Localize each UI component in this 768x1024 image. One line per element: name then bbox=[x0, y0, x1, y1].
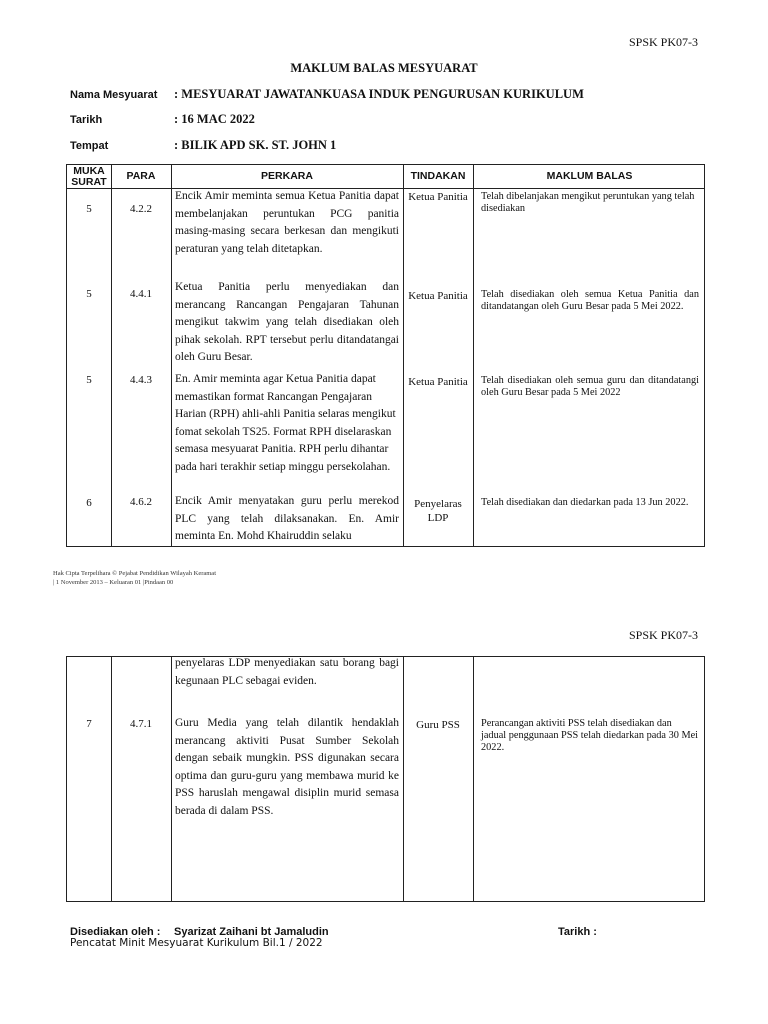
row-maklum-balas: Telah disediakan oleh semua Ketua Panitia dan ditandatangan oleh Guru Besar pada 5 Mei 2022. bbox=[481, 289, 699, 312]
venue-label: Tempat bbox=[70, 140, 109, 152]
header-para: PARA bbox=[126, 170, 156, 182]
document-code: SPSK PK07-3 bbox=[628, 35, 698, 49]
row-para: 4.2.2 bbox=[130, 203, 152, 215]
prepared-by-name: Syarizat Zaihani bt Jamaludin bbox=[174, 926, 329, 938]
row-tindakan: Guru PSS bbox=[416, 719, 460, 731]
prepared-by-role: Pencatat Minit Mesyuarat Kurikulum Bil.1 / 2022 bbox=[70, 937, 323, 949]
signoff-date-label: Tarikh : bbox=[558, 926, 597, 938]
meeting-name-label: Nama Mesyuarat bbox=[70, 89, 158, 101]
feedback-table bbox=[66, 164, 705, 547]
row-tindakan: Ketua Panitia bbox=[408, 290, 468, 302]
row-muka-surat: 5 bbox=[86, 374, 92, 386]
row-maklum-balas: Telah disediakan oleh semua guru dan ditandatangi oleh Guru Besar pada 5 Mei 2022 bbox=[481, 375, 699, 398]
row-tindakan: Penyelaras LDP bbox=[414, 498, 462, 524]
row-maklum-balas: Perancangan aktiviti PSS telah disediakan dan jadual penggunaan PSS telah diedarkan pada 30 Mei 2022. bbox=[481, 718, 699, 753]
date-label: Tarikh bbox=[70, 114, 103, 126]
row-perkara: Encik Amir meminta semua Ketua Panitia dapat membelanjakan peruntukan PCG panitia masing-masing secara berkesan dan mengikuti peraturan yang telah ditetapkan. bbox=[175, 190, 399, 255]
row-muka-surat: 5 bbox=[86, 288, 92, 300]
row-perkara: Encik Amir menyatakan guru perlu merekod PLC yang telah dilaksanakan. En. Amir meminta En. Mohd Khairuddin selaku bbox=[175, 495, 399, 542]
row-para: 4.7.1 bbox=[130, 718, 152, 730]
row-perkara: En. Amir meminta agar Ketua Panitia dapat memastikan format Rancangan Pengajaran Harian (RPH) ahli-ahli Panitia selaras mengikut fomat sekolah TS25. Format RPH diselaraskan semasa mesyuarat Panitia. RPH perlu dihantar pada hari terakhir setiap minggu persekolahan. bbox=[175, 373, 396, 473]
row-para: 4.6.2 bbox=[130, 496, 152, 508]
document-code: SPSK PK07-3 bbox=[628, 628, 698, 642]
header-muka-surat: MUKA SURAT bbox=[71, 165, 107, 188]
row-para: 4.4.1 bbox=[130, 288, 152, 300]
feedback-table-continued bbox=[66, 656, 705, 902]
revision-note: | 1 November 2013 – Keluaran 01 |Pindaan 00 bbox=[53, 579, 174, 586]
row-muka-surat: 7 bbox=[86, 718, 92, 730]
row-perkara: Guru Media yang telah dilantik hendaklah merancang aktiviti Pusat Sumber Sekolah dengan sebaik mungkin. PSS digunakan secara optima dan guru-guru yang membawa murid ke PSS haruslah mengawal disiplin murid semasa berada di dalam PSS. bbox=[175, 717, 399, 817]
header-perkara: PERKARA bbox=[261, 170, 313, 182]
venue-value: : BILIK APD SK. ST. JOHN 1 bbox=[174, 138, 337, 152]
row-perkara: Ketua Panitia perlu menyediakan dan merancang Rancangan Pengajaran Tahunan mengikut takwim yang telah disediakan oleh pihak sekolah. RPT tersebut perlu ditandatangai oleh Guru Besar. bbox=[175, 281, 399, 363]
row-muka-surat: 6 bbox=[86, 497, 92, 509]
header-maklum-balas: MAKLUM BALAS bbox=[546, 170, 633, 182]
row-tindakan: Ketua Panitia bbox=[408, 191, 468, 203]
document-title: MAKLUM BALAS MESYUARAT bbox=[290, 61, 478, 75]
date-value: : 16 MAC 2022 bbox=[174, 112, 255, 126]
row-maklum-balas: Telah dibelanjakan mengikut peruntukan yang telah disediakan bbox=[481, 191, 695, 214]
prepared-by-label: Disediakan oleh : bbox=[70, 926, 161, 938]
header-tindakan: TINDAKAN bbox=[410, 170, 466, 182]
row-perkara: penyelaras LDP menyediakan satu borang bagi kegunaan PLC sebagai eviden. bbox=[175, 657, 399, 687]
row-tindakan: Ketua Panitia bbox=[408, 376, 468, 388]
copyright-note: Hak Cipta Terpelihara © Pejabat Pendidikan Wilayah Keramat bbox=[53, 570, 216, 577]
row-para: 4.4.3 bbox=[130, 374, 152, 386]
row-muka-surat: 5 bbox=[86, 203, 92, 215]
meeting-name-value: : MESYUARAT JAWATANKUASA INDUK PENGURUSAN KURIKULUM bbox=[174, 87, 584, 101]
row-maklum-balas: Telah disediakan dan diedarkan pada 13 Jun 2022. bbox=[481, 497, 689, 508]
